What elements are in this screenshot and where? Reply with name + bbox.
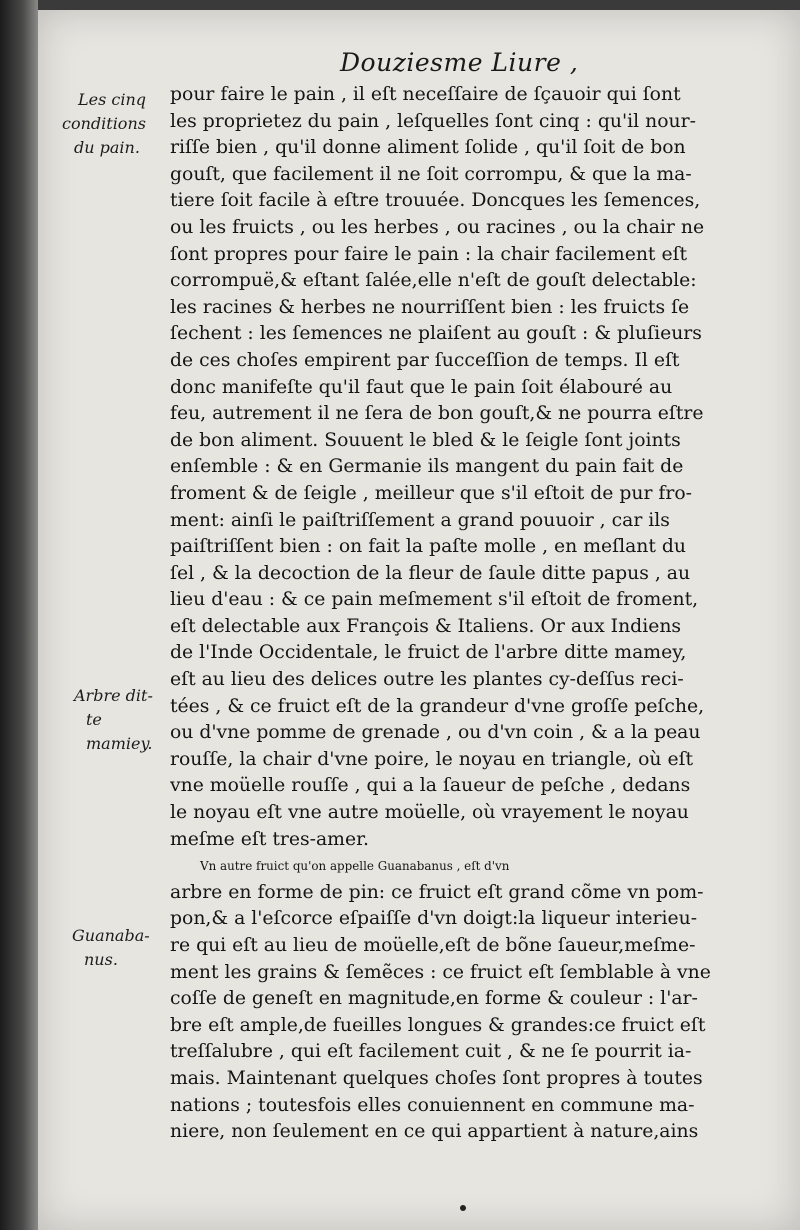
text-line: tées , & ce fruict eſt de la grandeur d'vne groſſe peſche, [170, 695, 705, 717]
text-line: eſt au lieu des delices outre les plantes cy-deſſus reci- [170, 669, 684, 691]
book-gutter [0, 0, 38, 1230]
text-line: nations ; toutesfois elles conuiennent en commune ma- [170, 1094, 695, 1116]
text-line: niere, non ſeulement en ce qui appartient à nature,ains [170, 1121, 699, 1143]
text-line: les proprietez du pain , leſquelles ſont cinq : qu'il nour- [170, 110, 696, 132]
text-line: bre eſt ample,de fueilles longues & grandes:ce fruict eſt [170, 1014, 706, 1036]
text-line: pour faire le pain , il eſt neceſſaire de ſçauoir qui ſont [170, 84, 681, 105]
text-line: de ces choſes empirent par ſucceſſion de temps. Il eſt [170, 349, 680, 371]
margin-note-cinq-conditions [52, 88, 162, 160]
text-line: de bon aliment. Souuent le bled & le ſeigle ſont joints [170, 429, 681, 451]
margin-note-guanabanus [52, 924, 162, 972]
text-line: arbre en forme de pin: ce fruict eſt grand cõme vn pom- [170, 881, 704, 903]
margin-note-arbre-mamey [52, 684, 162, 756]
text-line: pon,& a l'eſcorce eſpaiſſe d'vn doigt:la liqueur interieu- [170, 908, 698, 930]
text-line: riſſe bien , qu'il donne aliment ſolide , qu'il ſoit de bon [170, 137, 686, 159]
text-line: paiſtriſſent bien : on fait la paſte molle , en meſlant du [170, 536, 687, 558]
text-line: donc manifeſte qu'il faut que le pain ſoit élabouré au [170, 376, 673, 398]
text-line: ou d'vne pomme de grenade , ou d'vn coin , & a la peau [170, 722, 701, 744]
text-line: eſt delectable aux François & Italiens. Or aux Indiens [170, 615, 682, 637]
text-line: enſemble : & en Germanie ils mangent du pain fait de [170, 456, 684, 478]
text-line: re qui eſt au lieu de moüelle,eſt de bõne ſaueur,meſme- [170, 935, 696, 956]
text-line: coſſe de geneſt en magnitude,en forme & couleur : l'ar- [170, 988, 698, 1010]
text-line: tiere ſoit facile à eſtre trouuée. Doncques les ſemences, [170, 190, 701, 212]
text-line: gouſt, que facilement il ne ſoit corrompu, & que la ma- [170, 163, 692, 185]
margin-note-line: du pain. [74, 138, 140, 157]
main-text-block [170, 82, 752, 1146]
page-mark [460, 1205, 466, 1211]
text-line: vne moüelle rouſſe , qui a la ſaueur de peſche , dedans [170, 775, 691, 797]
text-line: corrompuë,& eſtant ſalée,elle n'eſt de gouſt delectable: [170, 270, 697, 292]
margin-note-line: Arbre dit- [74, 686, 153, 705]
text-line: ou les fruicts , ou les herbes , ou racines , ou la chair ne [170, 216, 705, 238]
text-line: ment les grains & ſemẽces : ce fruict eſt ſemblable à vne [170, 961, 711, 983]
text-line: froment & de ſeigle , meilleur que s'il eſtoit de pur fro- [170, 482, 692, 504]
text-line: treſſalubre , qui eſt facilement cuit , & ne ſe pourrit ia- [170, 1041, 692, 1063]
text-line: Vn autre fruict qu'on appelle Guanabanus , eſt d'vn [200, 859, 510, 874]
margin-note-line: Guanaba- [72, 926, 150, 945]
text-line: le noyau eſt vne autre moüelle, où vrayement le noyau [170, 802, 689, 824]
text-line: rouſſe, la chair d'vne poire, le noyau en triangle, où eſt [170, 748, 694, 770]
text-line: meſme eſt tres-amer. [170, 828, 369, 850]
margin-note-line: Les cinq [78, 90, 147, 109]
text-line: ſel , & la decoction de la fleur de ſaule ditte papus , au [170, 562, 691, 584]
margin-note-line: te mamiey. [86, 710, 153, 753]
running-title: Douziesme Liure , [340, 48, 579, 77]
text-line: ment: ainſi le paiſtriſſement a grand pouuoir , car ils [170, 509, 670, 531]
text-line: de l'Inde Occidentale, le fruict de l'arbre ditte mamey, [170, 642, 687, 664]
text-line: ſont propres pour faire le pain : la chair facilement eſt [170, 243, 688, 265]
text-line: mais. Maintenant quelques choſes ſont propres à toutes [170, 1067, 703, 1089]
margin-note-line: nus. [84, 950, 118, 969]
text-line: les racines & herbes ne nourriſſent bien : les fruicts ſe [170, 296, 690, 318]
text-line: feu, autrement il ne ſera de bon gouſt,& ne pourra eſtre [170, 403, 704, 425]
text-line: ſechent : les ſemences ne plaiſent au gouſt : & pluſieurs [170, 323, 702, 345]
text-line: lieu d'eau : & ce pain meſmement s'il eſtoit de froment, [170, 589, 699, 611]
margin-note-line: conditions [62, 114, 146, 133]
